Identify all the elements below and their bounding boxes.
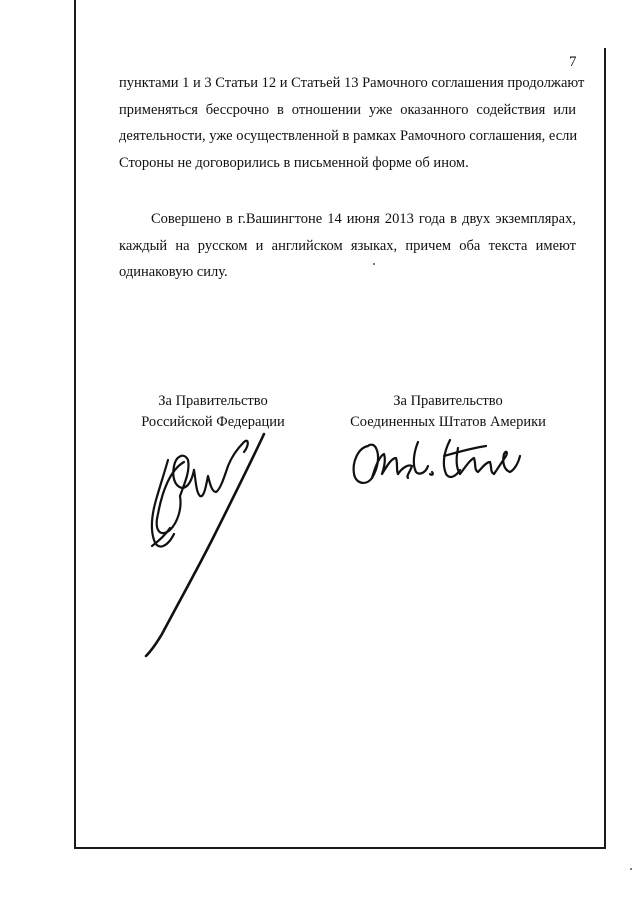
paragraph-line: применяться бессрочно в отношении уже оказанного содействия или	[119, 101, 576, 118]
page-border-bottom	[74, 847, 606, 849]
page-number: 7	[569, 54, 577, 70]
scan-speck	[630, 868, 632, 870]
paragraph-line: каждый на русском и английском языках, причем оба текста имеют	[119, 237, 576, 254]
page-border-left	[74, 0, 76, 848]
signatory-label-line2: Соединенных Штатов Америки	[350, 414, 546, 430]
signatory-label-line1: За Правительство	[158, 393, 268, 409]
clause-continuation-paragraph	[119, 70, 585, 176]
paragraph-line: одинаковую силу.	[119, 264, 228, 280]
paragraph-line: Стороны не договорились в письменной форме об ином.	[119, 154, 469, 171]
signatory-label-line1: За Правительство	[393, 393, 503, 409]
signature-block-russia	[118, 391, 308, 433]
usa-handwritten-signature	[346, 434, 526, 494]
paragraph-line: Совершено в г.Вашингтоне 14 июня 2013 года в двух экземплярах,	[151, 211, 576, 227]
done-at-paragraph	[119, 206, 576, 286]
russia-handwritten-signature	[140, 430, 300, 660]
paragraph-line: пунктами 1 и 3 Статьи 12 и Статьей 13 Рамочного соглашения продолжают	[119, 75, 585, 91]
scan-speck	[373, 263, 375, 265]
paragraph-line: деятельности, уже осуществленной в рамках Рамочного соглашения, если	[119, 128, 578, 144]
signature-block-usa	[323, 391, 573, 433]
page-border-right	[604, 48, 606, 848]
signatory-label-line2: Российской Федерации	[141, 414, 285, 430]
